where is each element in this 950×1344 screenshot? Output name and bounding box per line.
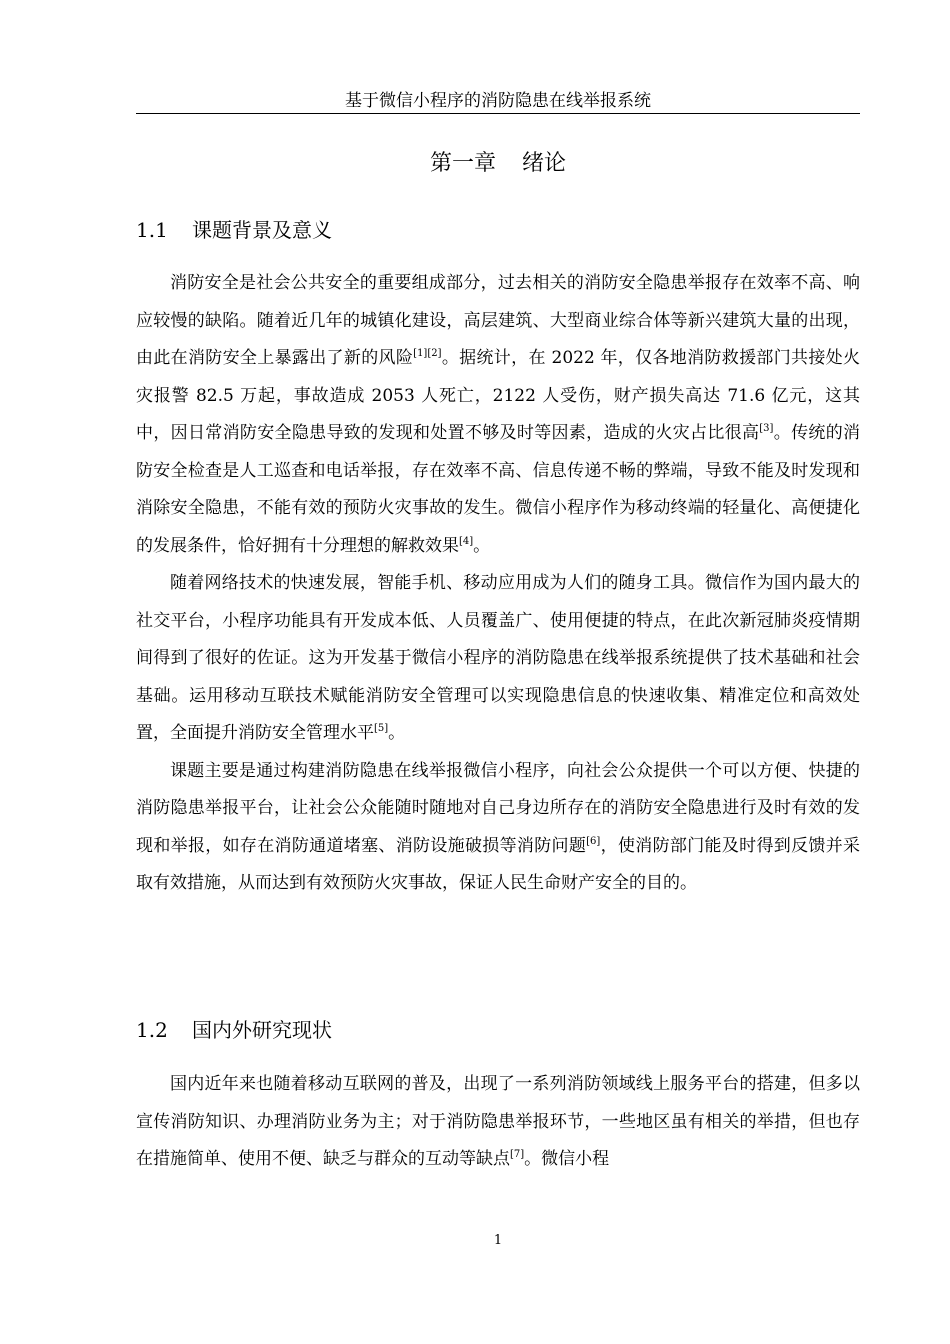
page-number: 1 bbox=[493, 1233, 503, 1248]
paragraph-text: ，使消防部门能及时得到反馈并采取有效措施，从而达到有效预防火灾事故，保证人民生命财产安全的目的。 bbox=[136, 835, 861, 893]
paragraph-text: 随着网络技术的快速发展，智能手机、移动应用成为人们的随身工具。微信作为国内最大的社交平台，小程序功能具有开发成本低、人员覆盖广、使用便捷的特点，在此次新冠肺炎疫情期间得到了很好的佐证。这为开发基于微信小程序的消防隐患在线举报系统提供了技术基础和社会基础。运用移动互联技术赋能消防安全管理可以实现隐患信息的快速收集、精准定位和高效处置，全面提升消防安全管理水平 bbox=[136, 573, 860, 743]
section-1-2-body bbox=[136, 1066, 860, 1179]
paragraph-text: 。据统计，在 2022 年，仅各地消防救援部门共接处火灾报警 82.5 万起，事故造成 2053 人死亡，2122 人受伤，财产损失高达 71.6 亿元，这其中，因日常消防安全隐患导致的发现和处置不够及时等因素，造成的火灾占比很高 bbox=[136, 348, 861, 443]
section-title: 课题背景及意义 bbox=[192, 218, 332, 242]
paragraph bbox=[136, 753, 860, 903]
paragraph-text: 。传统的消防安全检查是人工巡查和电话举报，存在效率不高、信息传递不畅的弊端，导致不能及时发现和消除安全隐患，不能有效的预防火灾事故的发生。微信小程序作为移动终端的轻量化、高便捷化的发展条件，恰好拥有十分理想的解救效果 bbox=[136, 423, 861, 556]
paragraph-text: 国内近年来也随着移动互联网的普及，出现了一系列消防领域线上服务平台的搭建，但多以宣传消防知识、办理消防业务为主；对于消防隐患举报环节，一些地区虽有相关的举措，但也存在措施简单、使用不便、缺乏与群众的互动等缺点 bbox=[136, 1074, 860, 1169]
section-number: 1.1 bbox=[136, 218, 168, 242]
citation: [3] bbox=[759, 423, 774, 434]
chapter-number: 第一章 bbox=[429, 151, 496, 176]
paragraph-text: 消防安全是社会公共安全的重要组成部分，过去相关的消防安全隐患举报存在效率不高、响应较慢的缺陷。随着近几年的城镇化建设，高层建筑、大型商业综合体等新兴建筑大量的出现，由此在消防安全上暴露出了新的风险 bbox=[136, 273, 860, 368]
paragraph bbox=[136, 565, 860, 753]
section-title: 国内外研究现状 bbox=[192, 1018, 332, 1042]
citation: [4] bbox=[459, 535, 474, 547]
paragraph-text: 。 bbox=[473, 535, 491, 556]
citation: [5] bbox=[374, 723, 389, 734]
section-heading-1-1 bbox=[136, 217, 860, 243]
section-number: 1.2 bbox=[136, 1018, 168, 1042]
paragraph-text: 课题主要是通过构建消防隐患在线举报微信小程序，向社会公众提供一个可以方便、快捷的消防隐患举报平台，让社会公众能随时随地对自己身边所存在的消防安全隐患进行及时有效的发现和举报，如存在消防通道堵塞、消防设施破损等消防问题 bbox=[136, 760, 860, 856]
section-heading-1-2 bbox=[136, 1017, 860, 1043]
paragraph bbox=[136, 265, 860, 565]
chapter-name: 绪论 bbox=[522, 151, 567, 176]
running-header: 基于微信小程序的消防隐患在线举报系统 bbox=[136, 91, 860, 114]
paragraph bbox=[136, 1066, 860, 1179]
chapter-title bbox=[136, 150, 860, 178]
citation: [6] bbox=[586, 835, 601, 847]
citation: [1][2] bbox=[413, 348, 442, 359]
citation: [7] bbox=[510, 1149, 525, 1160]
section-1-1-body bbox=[136, 265, 860, 903]
paragraph-text: 。微信小程 bbox=[524, 1149, 610, 1169]
paragraph-text: 。 bbox=[388, 723, 406, 743]
